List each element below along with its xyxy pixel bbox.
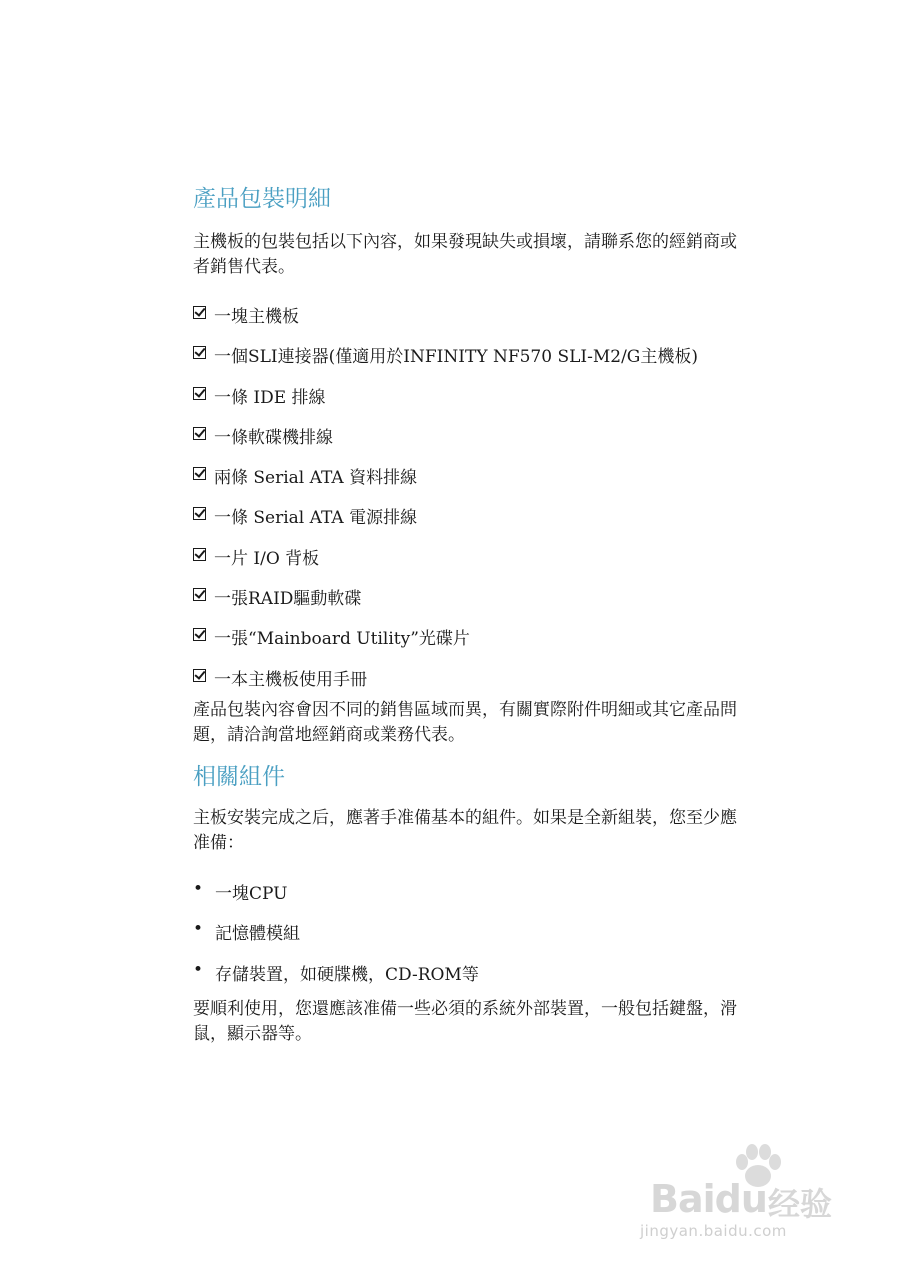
package-note-paragraph: 產品包裝內容會因不同的銷售區域而異，有關實際附件明細或其它產品問題，請洽詢當地經銷商或業務代表。 bbox=[193, 699, 737, 745]
components-bullet-list bbox=[193, 879, 753, 1001]
bullet-icon: • bbox=[193, 919, 204, 940]
watermark-brand-cn: 经验 bbox=[768, 1185, 833, 1223]
components-intro-paragraph: 主板安裝完成之后，應著手准備基本的組件。如果是全新組裝，您至少應准備： bbox=[193, 807, 737, 853]
list-item: 一張“Mainboard Utility”光碟片 bbox=[193, 624, 753, 664]
components-note-paragraph: 要順利使用，您還應該准備一些必須的系統外部裝置，一般包括鍵盤，滑鼠，顯示器等。 bbox=[193, 999, 737, 1045]
list-item: 一片 I/O 背板 bbox=[193, 544, 753, 584]
checkbox-checked-icon bbox=[193, 306, 206, 319]
bullet-icon: • bbox=[193, 878, 204, 899]
list-item: 一條軟碟機排線 bbox=[193, 423, 753, 463]
list-item: • 記憶體模組 bbox=[193, 919, 300, 945]
checkbox-checked-icon bbox=[193, 346, 206, 359]
watermark-brand: Baidu bbox=[650, 1177, 767, 1221]
list-item: 一個SLI連接器(僅適用於INFINITY NF570 SLI-M2/G主機板) bbox=[193, 342, 753, 382]
document-page bbox=[193, 182, 753, 1047]
checkbox-checked-icon bbox=[193, 387, 206, 400]
bullet-icon: • bbox=[193, 959, 204, 980]
list-item: • 一塊CPU bbox=[193, 878, 288, 904]
list-item: 兩條 Serial ATA 資料排線 bbox=[193, 463, 753, 503]
checkbox-checked-icon bbox=[193, 467, 206, 480]
package-checklist bbox=[193, 302, 753, 705]
section-title-package-contents: 產品包裝明細 bbox=[193, 186, 331, 212]
checkbox-checked-icon bbox=[193, 669, 206, 682]
checkbox-checked-icon bbox=[193, 548, 206, 561]
list-item: 一張RAID驅動軟碟 bbox=[193, 584, 753, 624]
checkbox-checked-icon bbox=[193, 628, 206, 641]
list-item: 一條 Serial ATA 電源排線 bbox=[193, 503, 753, 543]
package-intro-paragraph: 主機板的包裝包括以下內容，如果發現缺失或損壞，請聯系您的經銷商或者銷售代表。 bbox=[193, 232, 737, 277]
watermark-url: jingyan.baidu.com bbox=[640, 1222, 787, 1240]
checkbox-checked-icon bbox=[193, 427, 206, 440]
list-item: 一條 IDE 排線 bbox=[193, 383, 753, 423]
list-item: 一本主機板使用手冊 bbox=[193, 665, 753, 705]
baidu-watermark bbox=[640, 1142, 855, 1252]
section-title-related-components: 相關組件 bbox=[193, 763, 285, 790]
list-item: 一塊主機板 bbox=[193, 302, 753, 342]
checkbox-checked-icon bbox=[193, 588, 206, 601]
checkbox-checked-icon bbox=[193, 507, 206, 520]
list-item: • 存儲裝置，如硬牒機，CD-ROM等 bbox=[193, 959, 479, 985]
